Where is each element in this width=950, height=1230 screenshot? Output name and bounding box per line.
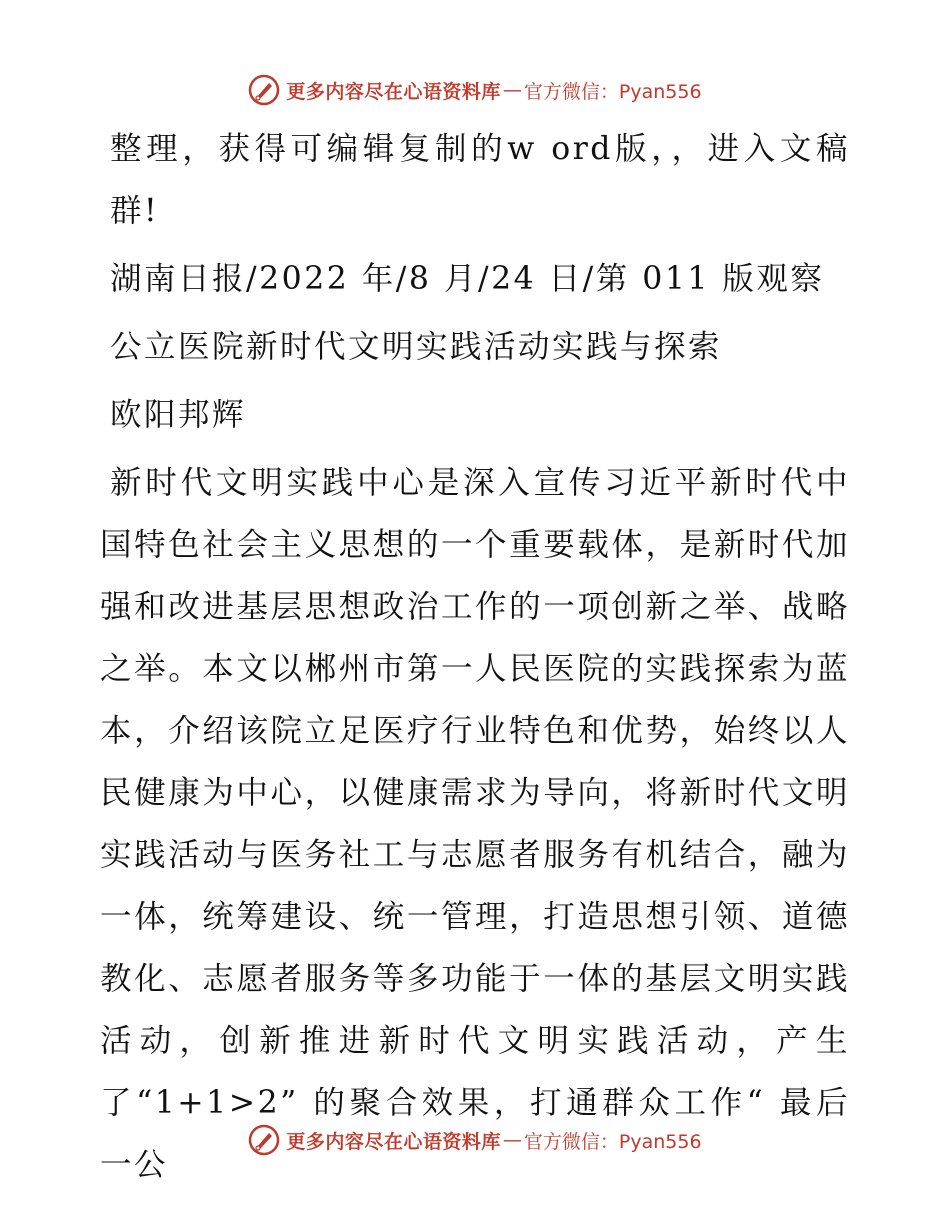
watermark-separator: —	[502, 79, 522, 101]
watermark-separator: —	[502, 1129, 522, 1151]
source-line: 湖南日报/2022 年/8 月/24 日/第 011 版观察	[110, 261, 825, 297]
footer-watermark	[0, 1120, 950, 1160]
pen-logo-icon	[248, 74, 280, 106]
body-paragraph: 新时代文明实践中心是深入宣传习近平新时代中国特色社会主义思想的一个重要载体，是新时代加强和改进基层思想政治工作的一项创新之举、战略之举。本文以郴州市第一人民医院的实践探索为蓝本，介绍该院立足医疗行业特色和优势，始终以人民健康为中心，以健康需求为导向，将新时代文明实践活动与医务社工与志愿者服务有机结合，融为一体，统筹建设、统一管理，打造思想引领、道德教化、志愿者服务等多功能于一体的基层文明实践活动，创新推进新时代文明实践活动，产生了“1+1>2” 的聚合效果，打通群众工作“ 最后一公	[100, 465, 850, 1183]
intro-paragraph: 整理，获得可编辑复制的w ord版，，进入文稿群!	[110, 131, 850, 229]
header-watermark	[0, 70, 950, 110]
pen-logo-icon	[248, 1124, 280, 1156]
watermark-text: 更多内容尽在心语资料库	[286, 80, 501, 103]
document-body	[100, 118, 850, 1196]
author-name: 欧阳邦辉	[110, 397, 247, 433]
article-title: 公立医院新时代文明实践活动实践与探索	[110, 329, 723, 365]
watermark-wechat: 官方微信：Pyan556	[523, 1130, 702, 1153]
watermark-wechat: 官方微信：Pyan556	[523, 80, 702, 103]
watermark-text: 更多内容尽在心语资料库	[286, 1130, 501, 1153]
